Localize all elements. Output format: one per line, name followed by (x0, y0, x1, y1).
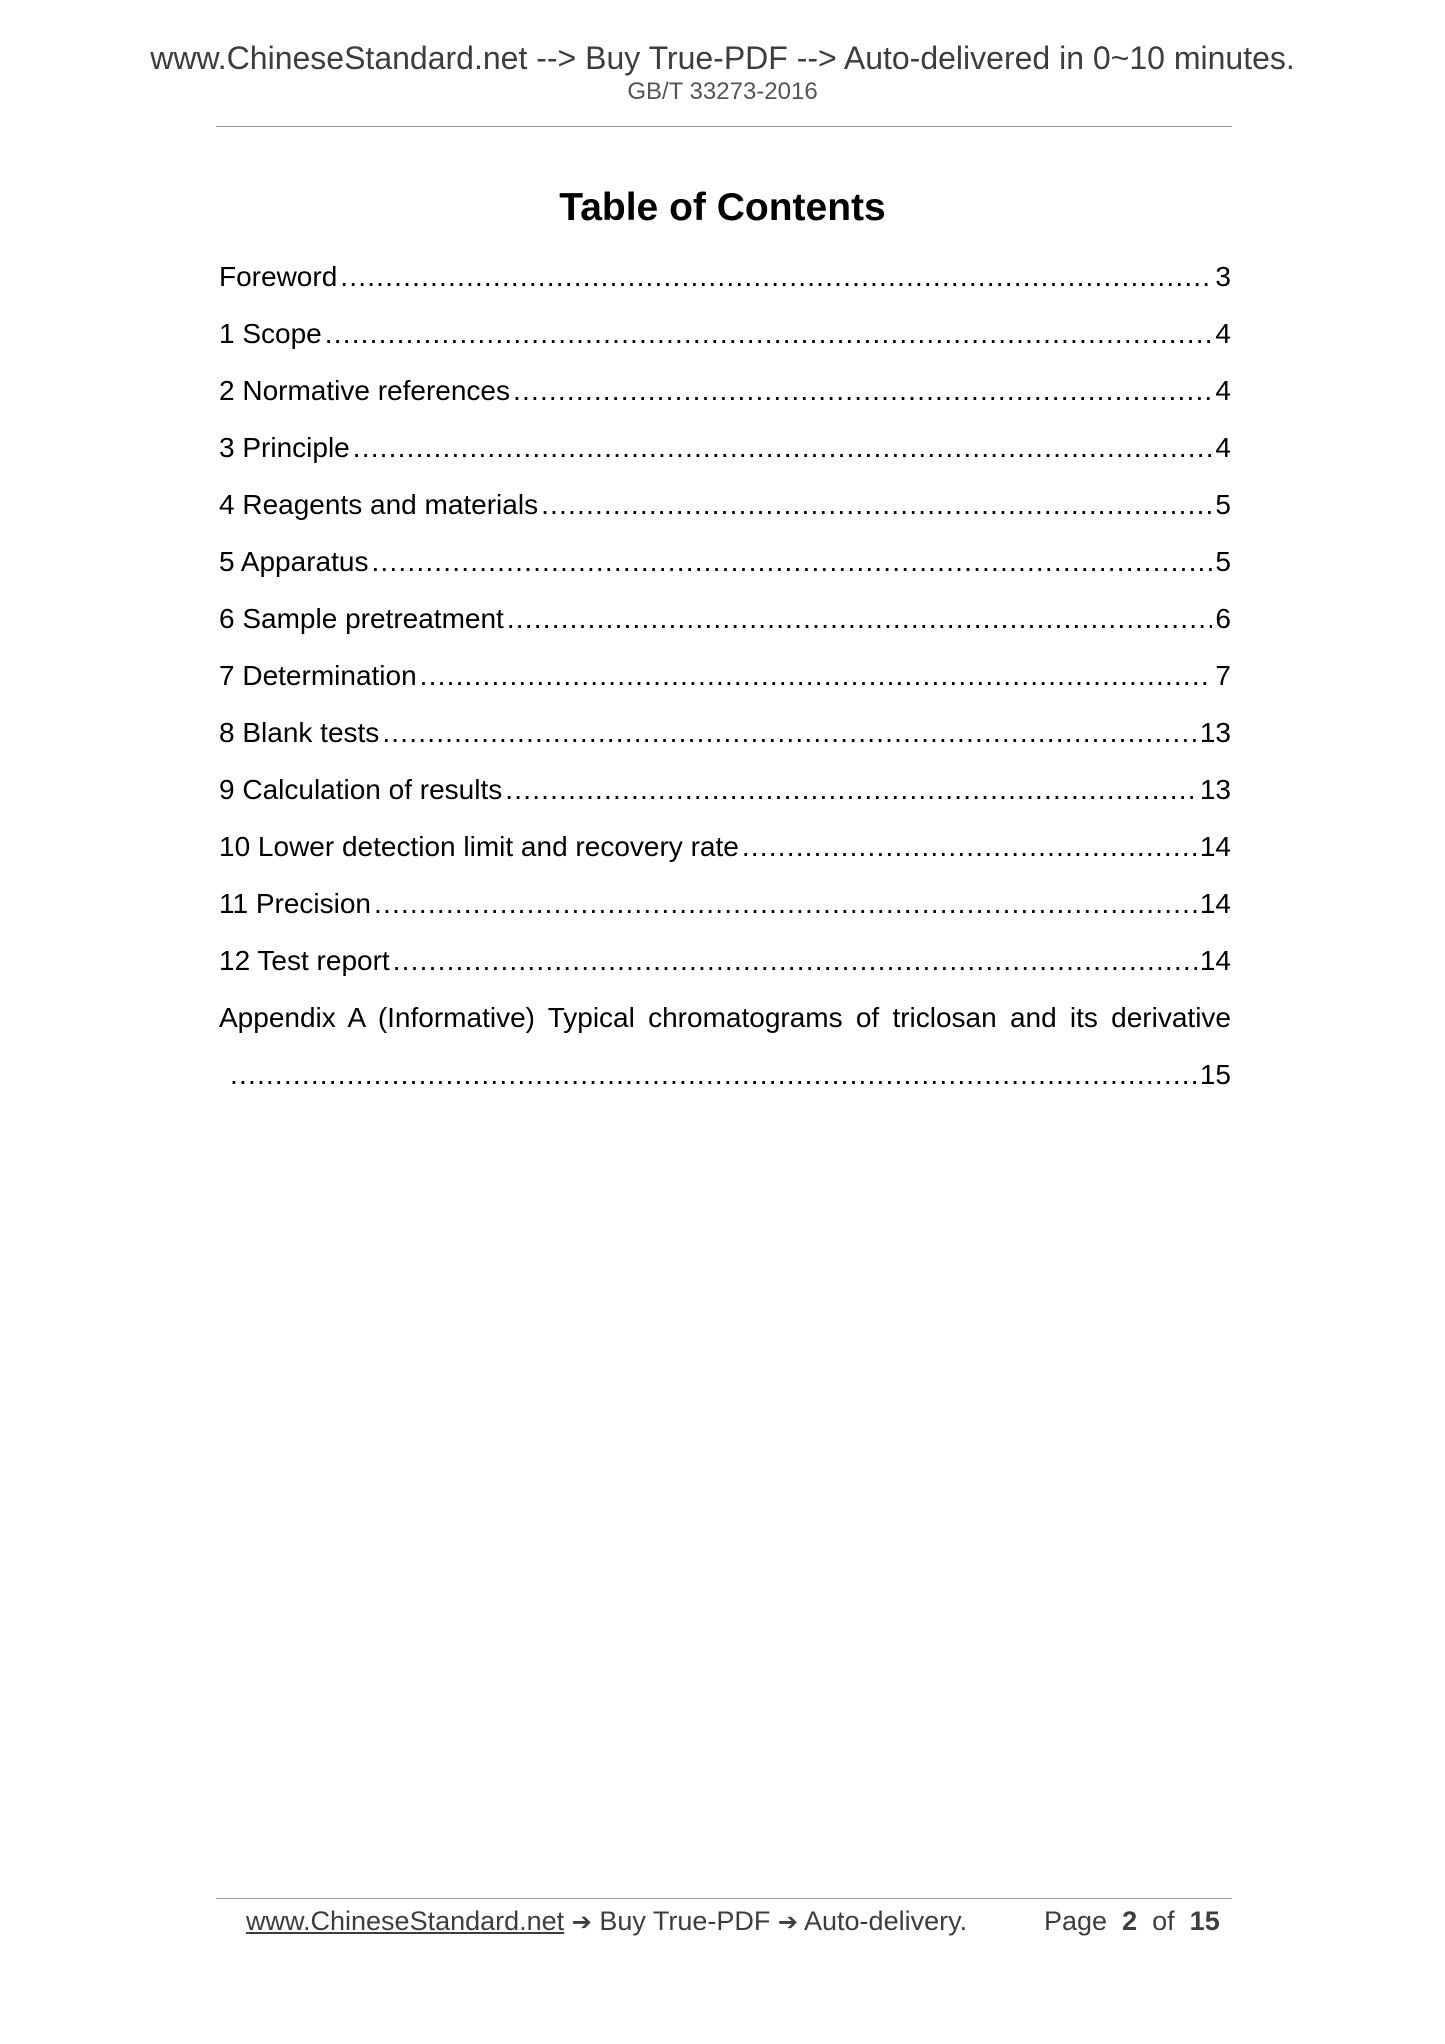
arrow-right-icon: ➔ (777, 1908, 798, 1936)
toc-entry-label: 9 Calculation of results (219, 774, 503, 805)
standard-code: GB/T 33273-2016 (627, 78, 818, 105)
toc-entry-appendix-a[interactable] (219, 998, 1231, 1112)
toc-entry-label: 8 Blank tests (219, 717, 380, 748)
toc-entry-label: 5 Apparatus (219, 546, 369, 577)
header-divider (216, 126, 1232, 127)
toc-entry-label: 11 Precision (219, 888, 372, 919)
header-banner: www.ChineseStandard.net --> Buy True-PDF --> Auto-delivered in 0~10 minutes. (150, 40, 1295, 76)
toc-entry-label: Foreword (219, 261, 338, 292)
footer-site-link[interactable]: www.ChineseStandard.net (246, 1906, 565, 1936)
page-word: Page (1044, 1906, 1108, 1936)
toc-entry-test-report[interactable] (219, 941, 1231, 998)
toc-leader-dots (505, 770, 1197, 810)
toc-entry-page: 15 (1199, 1059, 1231, 1090)
toc-entry-foreword[interactable] (219, 257, 1231, 314)
toc-entry-page: 5 (1215, 489, 1231, 520)
toc-leader-dots (382, 713, 1197, 753)
toc-entry-page: 4 (1215, 432, 1231, 463)
toc-entry-reagents[interactable] (219, 485, 1231, 542)
page-indicator (1044, 1901, 1220, 1941)
toc-entry-sample-pretreatment[interactable] (219, 599, 1231, 656)
toc-entry-normative-references[interactable] (219, 371, 1231, 428)
total-pages: 15 (1189, 1906, 1220, 1936)
page-footer (0, 1901, 1445, 1941)
toc-leader-dots (541, 485, 1212, 525)
toc-leader-dots (507, 599, 1213, 639)
toc-leader-dots (420, 656, 1213, 696)
toc-leader-dots (393, 941, 1197, 981)
toc-leader-dots (742, 827, 1197, 867)
toc-entry-page: 4 (1215, 375, 1231, 406)
toc-entry-apparatus[interactable] (219, 542, 1231, 599)
toc-leader-dots (340, 257, 1212, 297)
toc-leader-dots (325, 314, 1213, 354)
toc-entry-label: 10 Lower detection limit and recovery rate (219, 831, 739, 862)
arrow-right-icon: ➔ (571, 1908, 592, 1936)
toc-entry-page: 14 (1199, 945, 1231, 976)
toc-leader-dots (371, 542, 1212, 582)
toc-leader-dots (513, 371, 1212, 411)
toc-entry-page: 13 (1199, 717, 1231, 748)
toc-entry-page: 7 (1215, 660, 1231, 691)
toc-entry-label: 12 Test report (219, 945, 390, 976)
toc-leader-dots (230, 1055, 1197, 1095)
footer-promo (246, 1901, 967, 1942)
toc-entry-label: 6 Sample pretreatment (219, 603, 504, 634)
toc-entry-blank-tests[interactable] (219, 713, 1231, 770)
toc-entry-label: 3 Principle (219, 432, 350, 463)
toc-entry-label: 1 Scope (219, 318, 322, 349)
toc-entry-scope[interactable] (219, 314, 1231, 371)
footer-divider (216, 1898, 1232, 1899)
toc-entry-page: 13 (1199, 774, 1231, 805)
toc-entry-page: 3 (1215, 261, 1231, 292)
toc-entry-determination[interactable] (219, 656, 1231, 713)
toc-entry-page: 4 (1215, 318, 1231, 349)
toc-entry-calculation[interactable] (219, 770, 1231, 827)
toc-leader-dots (353, 428, 1213, 468)
toc-entry-precision[interactable] (219, 884, 1231, 941)
current-page-number: 2 (1122, 1906, 1138, 1936)
toc-entry-page: 14 (1199, 888, 1231, 919)
toc-entry-page: 14 (1199, 831, 1231, 862)
of-word: of (1152, 1906, 1175, 1936)
toc-entry-continuation (219, 1055, 1231, 1112)
toc-entry-detection-limit[interactable] (219, 827, 1231, 884)
toc-entry-label: 4 Reagents and materials (219, 489, 539, 520)
toc-entry-label: Appendix A (Informative) Typical chromatograms of triclosan and its derivative (219, 1002, 1231, 1033)
footer-buy-text: Buy True-PDF (599, 1906, 771, 1936)
footer-delivery-text: Auto-delivery. (804, 1906, 968, 1936)
table-of-contents (219, 257, 1231, 1112)
toc-entry-label: 7 Determination (219, 660, 417, 691)
toc-entry-page: 5 (1215, 546, 1231, 577)
toc-entry-label: 2 Normative references (219, 375, 511, 406)
toc-title: Table of Contents (559, 186, 886, 229)
toc-leader-dots (374, 884, 1197, 924)
toc-entry-page: 6 (1215, 603, 1231, 634)
toc-entry-principle[interactable] (219, 428, 1231, 485)
